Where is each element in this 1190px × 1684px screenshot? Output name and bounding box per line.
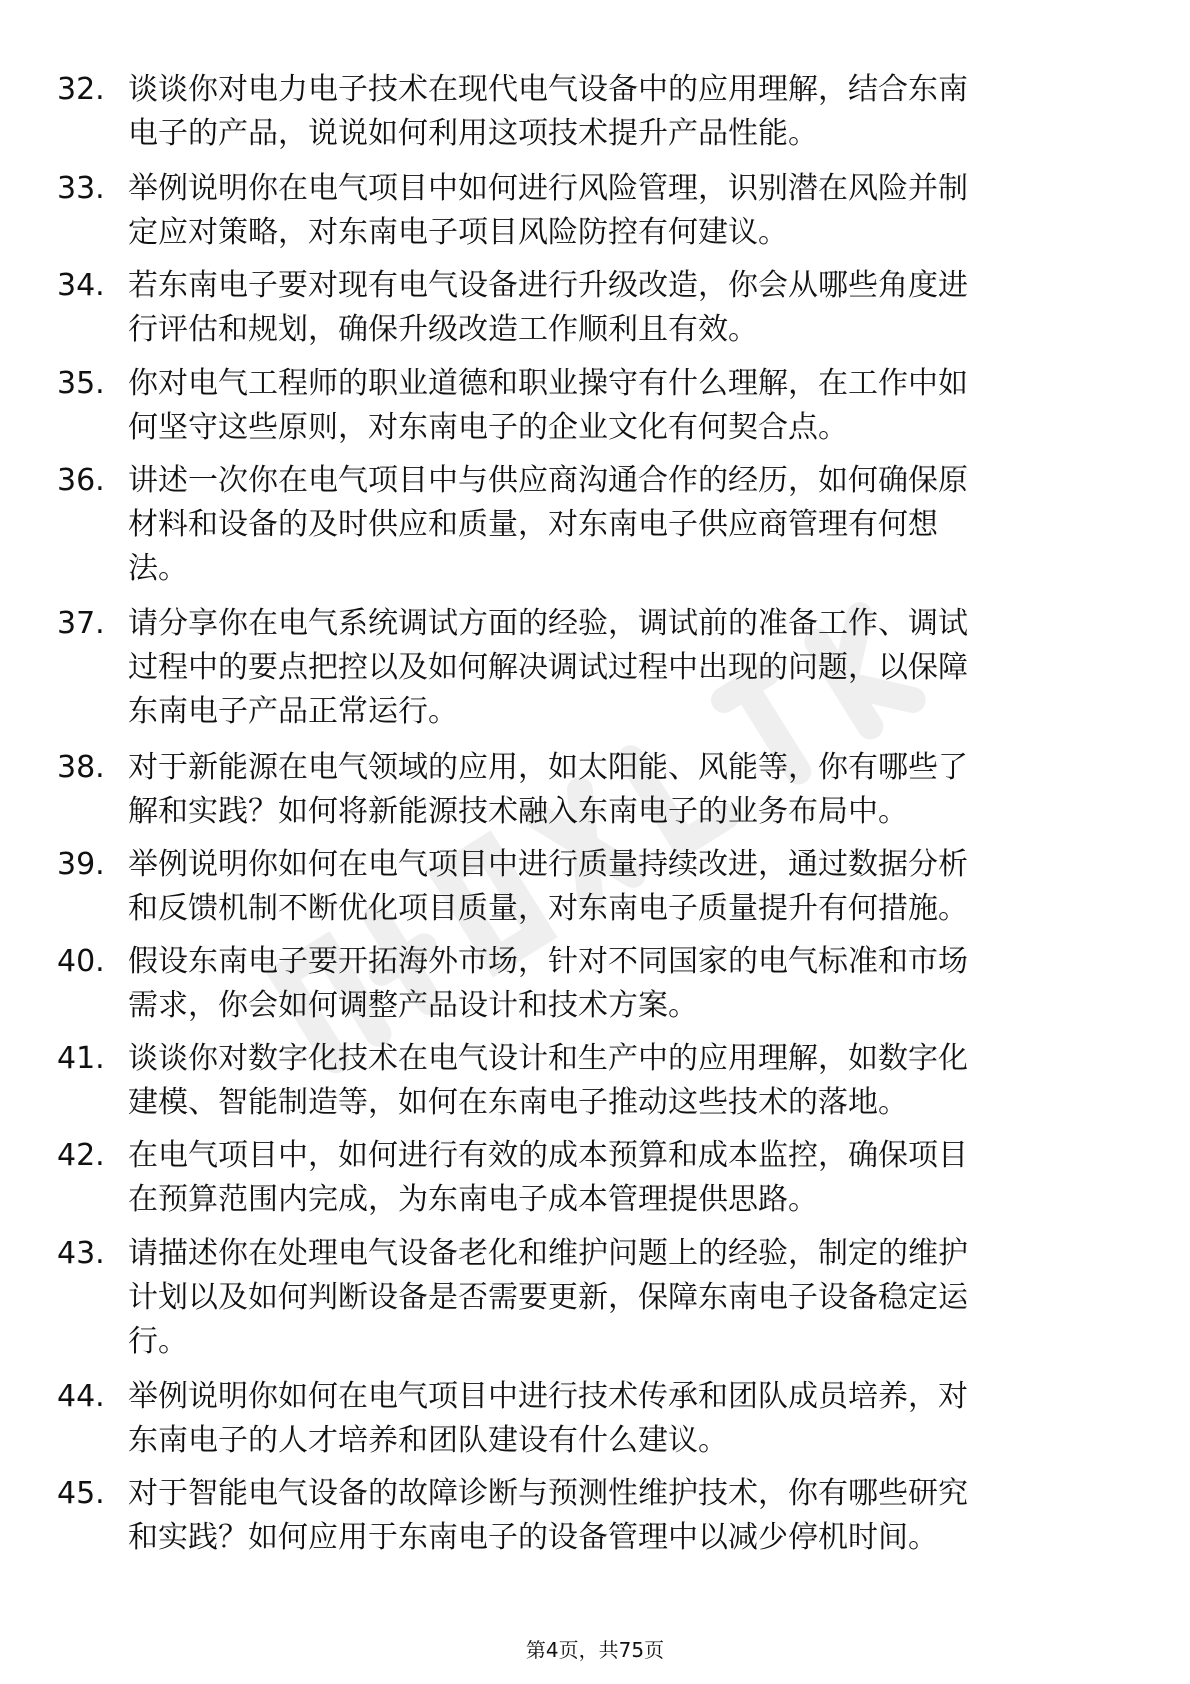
question-text	[128, 459, 1128, 591]
question-line: 举例说明你如何在电气项目中进行质量持续改进，通过数据分析	[128, 847, 968, 882]
question-text	[128, 1232, 1128, 1364]
question-line: 请描述你在处理电气设备老化和维护问题上的经验，制定的维护	[128, 1236, 968, 1271]
question-line: 何坚守这些原则，对东南电子的企业文化有何契合点。	[128, 410, 848, 445]
question-number: 33.	[57, 171, 105, 206]
question-number: 38.	[57, 750, 105, 785]
question-number: 44.	[57, 1379, 105, 1414]
question-line: 材料和设备的及时供应和质量，对东南电子供应商管理有何想	[128, 507, 938, 542]
question-line: 定应对策略，对东南电子项目风险防控有何建议。	[128, 215, 788, 250]
question-number: 32.	[57, 72, 105, 107]
question-number: 45.	[57, 1476, 105, 1511]
question-text	[128, 843, 1128, 931]
question-text	[128, 264, 1128, 352]
question-line: 假设东南电子要开拓海外市场，针对不同国家的电气标准和市场	[128, 944, 968, 979]
question-line: 东南电子的人才培养和团队建设有什么建议。	[128, 1423, 728, 1458]
question-line: 法。	[128, 551, 188, 586]
question-line: 和反馈机制不断优化项目质量，对东南电子质量提升有何措施。	[128, 891, 968, 926]
question-number: 35.	[57, 366, 105, 401]
question-line: 举例说明你如何在电气项目中进行技术传承和团队成员培养，对	[128, 1379, 968, 1414]
question-number: 41.	[57, 1041, 105, 1076]
question-text	[128, 167, 1128, 255]
question-line: 和实践？如何应用于东南电子的设备管理中以减少停机时间。	[128, 1520, 938, 1555]
page-number-footer: 第4页，共75页	[525, 1638, 665, 1662]
question-line: 电子的产品，说说如何利用这项技术提升产品性能。	[128, 116, 818, 151]
question-line: 行。	[128, 1324, 188, 1359]
question-line: 举例说明你在电气项目中如何进行风险管理，识别潜在风险并制	[128, 171, 968, 206]
question-line: 谈谈你对电力电子技术在现代电气设备中的应用理解，结合东南	[128, 72, 968, 107]
question-line: 过程中的要点把控以及如何解决调试过程中出现的问题，以保障	[128, 650, 968, 685]
question-text	[128, 1472, 1128, 1560]
question-line: 你对电气工程师的职业道德和职业操守有什么理解，在工作中如	[128, 366, 968, 401]
question-number: 42.	[57, 1138, 105, 1173]
question-line: 讲述一次你在电气项目中与供应商沟通合作的经历，如何确保原	[128, 463, 968, 498]
question-line: 东南电子产品正常运行。	[128, 694, 458, 729]
question-number: 43.	[57, 1236, 105, 1271]
question-line: 需求，你会如何调整产品设计和技术方案。	[128, 988, 698, 1023]
question-number: 40.	[57, 944, 105, 979]
question-line: 在电气项目中，如何进行有效的成本预算和成本监控，确保项目	[128, 1138, 968, 1173]
question-line: 对于新能源在电气领域的应用，如太阳能、风能等，你有哪些了	[128, 750, 968, 785]
question-line: 计划以及如何判断设备是否需要更新，保障东南电子设备稳定运	[128, 1280, 968, 1315]
question-text	[128, 940, 1128, 1028]
question-text	[128, 1375, 1128, 1463]
question-text	[128, 1134, 1128, 1222]
question-number: 39.	[57, 847, 105, 882]
question-text	[128, 1037, 1128, 1125]
question-text	[128, 602, 1128, 734]
question-line: 请分享你在电气系统调试方面的经验，调试前的准备工作、调试	[128, 606, 968, 641]
question-text	[128, 746, 1128, 834]
question-line: 在预算范围内完成，为东南电子成本管理提供思路。	[128, 1182, 818, 1217]
question-line: 若东南电子要对现有电气设备进行升级改造，你会从哪些角度进	[128, 268, 968, 303]
question-line: 解和实践？如何将新能源技术融入东南电子的业务布局中。	[128, 794, 908, 829]
question-text	[128, 362, 1128, 450]
question-line: 行评估和规划，确保升级改造工作顺利且有效。	[128, 312, 758, 347]
question-text	[128, 68, 1128, 156]
question-line: 谈谈你对数字化技术在电气设计和生产中的应用理解，如数字化	[128, 1041, 968, 1076]
question-number: 34.	[57, 268, 105, 303]
question-number: 37.	[57, 606, 105, 641]
question-line: 对于智能电气设备的故障诊断与预测性维护技术，你有哪些研究	[128, 1476, 968, 1511]
question-line: 建模、智能制造等，如何在东南电子推动这些技术的落地。	[128, 1085, 908, 1120]
question-number: 36.	[57, 463, 105, 498]
